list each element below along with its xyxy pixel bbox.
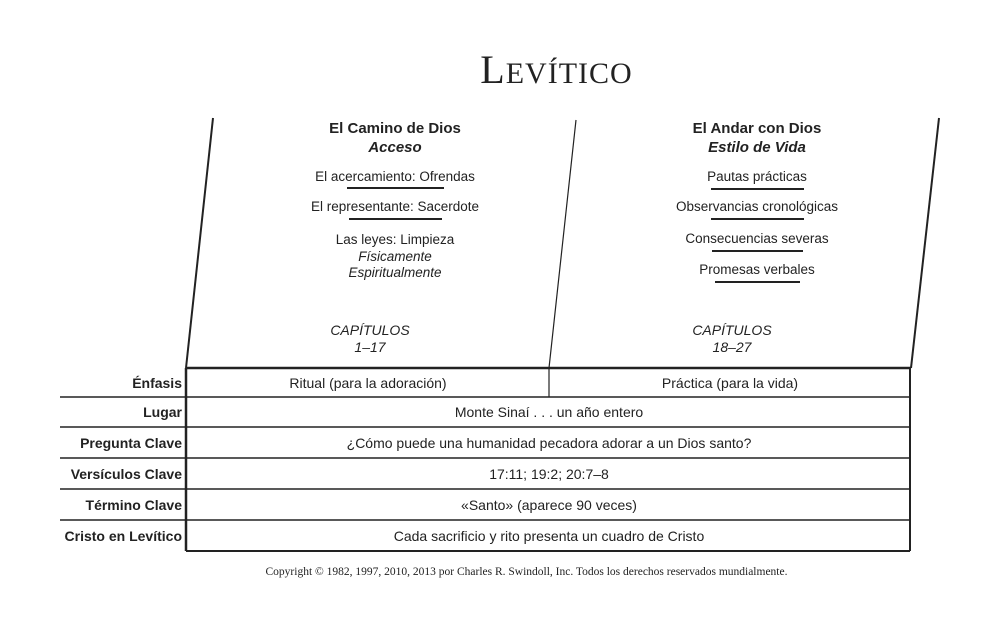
row-label-cristo-en-levitico: Cristo en Levítico	[64, 528, 182, 544]
left-subitem-1: Físicamente	[358, 249, 432, 264]
left-section	[275, 120, 515, 156]
right-item-4-block	[637, 262, 877, 283]
left-subitem-2: Espiritualmente	[348, 265, 442, 280]
cell-versiculos-clave: 17:11; 19:2; 20:7–8	[489, 466, 609, 482]
cell-enfasis-right: Práctica (para la vida)	[661, 375, 799, 391]
right-item-4-underline	[715, 281, 800, 283]
copyright-notice: Copyright © 1982, 1997, 2010, 2013 por Charles R. Swindoll, Inc. Todos los derechos reservados mundialmente.	[265, 566, 788, 578]
right-item-1-underline	[711, 188, 804, 190]
row-label-termino-clave: Término Clave	[85, 497, 182, 513]
row-label-versiculos-clave: Versículos Clave	[70, 466, 182, 482]
left-chapters	[290, 322, 450, 355]
left-item-1-underline	[347, 187, 444, 189]
left-chapters-range: 1–17	[354, 339, 386, 355]
right-chapters-range: 18–27	[712, 339, 752, 355]
cell-cristo-en-levitico: Cada sacrificio y rito presenta un cuadro de Cristo	[393, 528, 705, 544]
right-item-3-block	[617, 231, 897, 252]
right-subheading: Estilo de Vida	[708, 139, 806, 156]
right-item-3: Consecuencias severas	[685, 231, 829, 246]
cell-lugar: Monte Sinaí . . . un año entero	[454, 404, 644, 420]
right-item-4: Promesas verbales	[699, 262, 815, 277]
left-item-2-underline	[349, 218, 442, 220]
row-label-lugar: Lugar	[143, 404, 182, 420]
right-chapters-label: CAPÍTULOS	[692, 322, 772, 338]
right-item-2: Observancias cronológicas	[675, 199, 839, 214]
left-subheading: Acceso	[368, 139, 422, 156]
cell-pregunta-clave: ¿Cómo puede una humanidad pecadora adorar a un Dios santo?	[346, 435, 752, 451]
right-item-2-block	[617, 199, 897, 220]
left-item-1: El acercamiento: Ofrendas	[315, 169, 475, 184]
right-section	[637, 120, 877, 156]
right-item-1-block	[637, 169, 877, 190]
cell-enfasis-left: Ritual (para la adoración)	[289, 375, 447, 391]
left-chapters-label: CAPÍTULOS	[330, 322, 410, 338]
left-item-3-block	[275, 232, 515, 280]
left-item-2-block	[255, 199, 535, 220]
row-label-enfasis: Énfasis	[132, 375, 182, 391]
right-item-1: Pautas prácticas	[707, 169, 807, 184]
right-item-3-underline	[712, 250, 803, 252]
left-item-3: Las leyes: Limpieza	[335, 232, 455, 247]
right-heading: El Andar con Dios	[692, 120, 822, 137]
cell-termino-clave: «Santo» (aparece 90 veces)	[461, 497, 637, 513]
left-heading: El Camino de Dios	[329, 120, 461, 137]
page-title: LEVÍTICO	[480, 47, 633, 92]
right-item-2-underline	[711, 218, 804, 220]
left-item-1-block	[275, 169, 515, 189]
left-item-2: El representante: Sacerdote	[310, 199, 480, 214]
right-chapters	[652, 322, 812, 355]
row-label-pregunta-clave: Pregunta Clave	[80, 435, 182, 451]
